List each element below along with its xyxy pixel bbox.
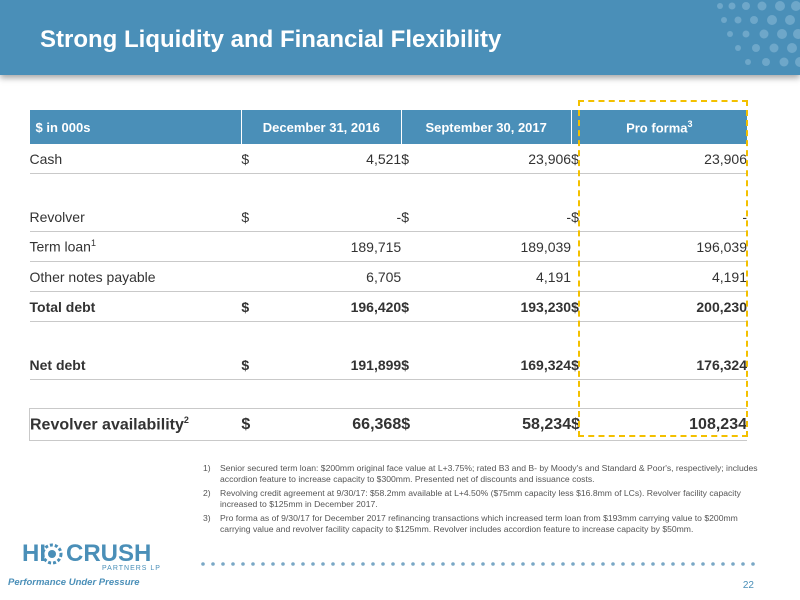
currency-symbol: $: [571, 202, 591, 232]
logo-hi-text: HI: [22, 540, 46, 567]
logo-subtitle: PARTNERS LP: [102, 565, 161, 572]
title-bar: [0, 0, 800, 75]
currency-symbol: [241, 262, 261, 292]
currency-symbol: $: [241, 409, 261, 441]
footnote-2: [203, 488, 763, 510]
currency-symbol: $: [401, 144, 421, 174]
cell-value: 108,234: [591, 409, 747, 441]
currency-symbol: $: [401, 350, 421, 380]
header-sep-2017: September 30, 2017: [401, 110, 571, 144]
cell-value: 6,705: [261, 262, 401, 292]
currency-symbol: $: [241, 144, 261, 174]
row-label: Term loan$^1$: [30, 232, 242, 262]
cell-value: 191,899: [261, 350, 401, 380]
cell-value: -: [421, 202, 571, 232]
cell-value: 189,039: [421, 232, 571, 262]
header-units: $ in 000s: [30, 110, 242, 144]
cell-value: 4,191: [591, 262, 747, 292]
footnote-number: 1): [203, 463, 211, 473]
cell-value: 169,324: [421, 350, 571, 380]
footnote-text: Revolving credit agreement at 9/30/17: $58.2mm available at L+4.50% ($75mm capacity less $16.8mm of LCs). Revolver facility capacity increased to $125mm in December 2017.: [220, 488, 741, 509]
cell-value: -: [261, 202, 401, 232]
cell-value: 196,039: [591, 232, 747, 262]
currency-symbol: $: [241, 202, 261, 232]
header-dec-2016: December 31, 2016: [241, 110, 401, 144]
logo-gear-icon: [41, 543, 63, 565]
row-label: Revolver availability$^2$: [30, 409, 242, 441]
currency-symbol: [401, 262, 421, 292]
pro-forma-highlight-box: [578, 100, 748, 437]
footnote-number: 3): [203, 513, 211, 523]
cell-value: 23,906: [591, 144, 747, 174]
cell-value: 58,234: [421, 409, 571, 441]
currency-symbol: $: [241, 292, 261, 322]
row-label: Net debt: [30, 350, 242, 380]
page-number: 22: [742, 580, 754, 591]
company-logo: [6, 540, 171, 592]
cell-value: 193,230: [421, 292, 571, 322]
cell-value: 176,324: [591, 350, 747, 380]
footnote-text: Senior secured term loan: $200mm original face value at L+3.75%; rated B3 and B- by Moody's and Standard & Poor's, respectively; includes accordion feature to increase capacity to $300mm. Presented net of discounts and issuance costs.: [220, 463, 758, 484]
footnote-1: [203, 463, 763, 485]
decorative-dots-icon: [710, 0, 800, 75]
currency-symbol: $: [241, 350, 261, 380]
row-label: Other notes payable: [30, 262, 242, 292]
row-label: Revolver: [30, 202, 242, 232]
currency-symbol: $: [571, 144, 591, 174]
cell-value: 66,368: [261, 409, 401, 441]
footnotes: [203, 463, 763, 538]
currency-symbol: [241, 232, 261, 262]
currency-symbol: $: [571, 350, 591, 380]
row-label: Total debt: [30, 292, 242, 322]
cell-value: 4,521: [261, 144, 401, 174]
cell-value: 23,906: [421, 144, 571, 174]
cell-value: -: [591, 202, 747, 232]
footnote-number: 2): [203, 488, 211, 498]
logo-tagline: Performance Under Pressure: [8, 577, 140, 588]
currency-symbol: $: [401, 202, 421, 232]
cell-value: 189,715: [261, 232, 401, 262]
row-label: Cash: [30, 144, 242, 174]
currency-symbol: $: [571, 292, 591, 322]
currency-symbol: $: [571, 409, 591, 441]
footer-dots-icon: [200, 561, 760, 567]
currency-symbol: [401, 232, 421, 262]
footnote-text: Pro forma as of 9/30/17 for December 2017 refinancing transactions which increased term loan from $193mm carrying value to $200mm carrying value and revolver facility capacity to $125mm. Revolver includes accordion feature to increase capacity by $50mm.: [220, 513, 738, 534]
currency-symbol: $: [401, 409, 421, 441]
currency-symbol: $: [401, 292, 421, 322]
logo-crush-text: CRUSH: [66, 540, 152, 567]
footnote-3: [203, 513, 763, 535]
cell-value: 4,191: [421, 262, 571, 292]
slide-title: Strong Liquidity and Financial Flexibility: [40, 26, 502, 53]
cell-value: 196,420: [261, 292, 401, 322]
header-pro-forma: Pro forma$^3$: [571, 110, 747, 144]
cell-value: 200,230: [591, 292, 747, 322]
